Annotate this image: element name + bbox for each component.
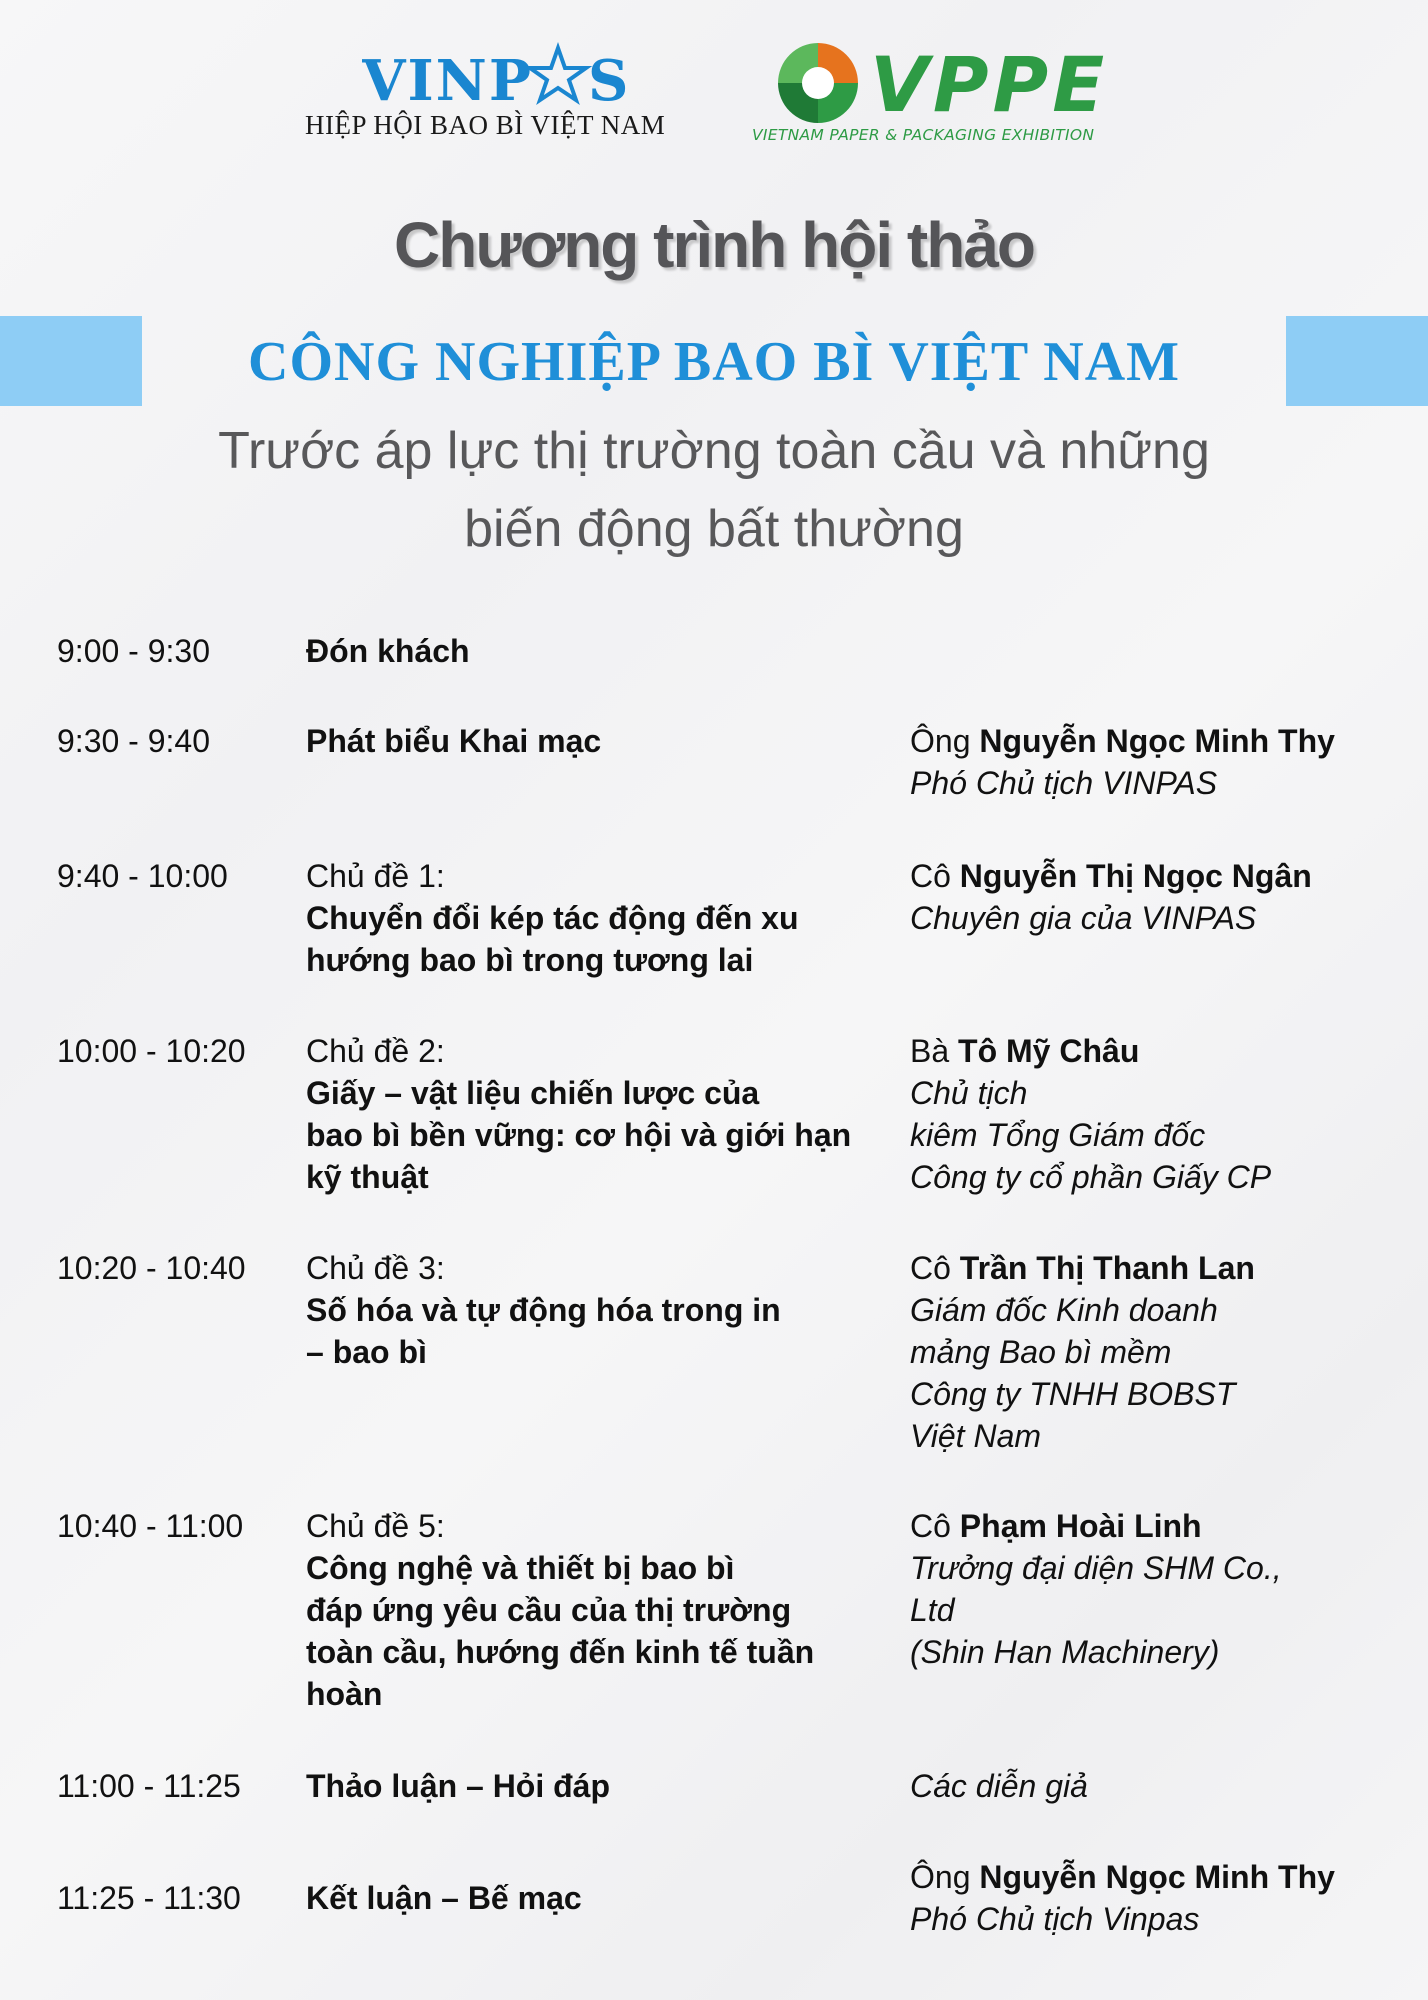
- topic-title-line: đáp ứng yêu cầu của thị trường: [306, 1592, 792, 1628]
- schedule-topic: [306, 1247, 874, 1373]
- topic-title-line: – bao bì: [306, 1334, 427, 1370]
- vinpas-logo-subtitle: HIỆP HỘI BAO BÌ VIỆT NAM: [305, 110, 666, 140]
- speaker-prefix: Cô: [910, 858, 951, 894]
- speaker-role: Phó Chủ tịch VINPAS: [910, 765, 1218, 801]
- speaker-name: Phạm Hoài Linh: [959, 1508, 1202, 1544]
- speaker-prefix: Cô: [910, 1250, 951, 1286]
- topic-title-line: kỹ thuật: [306, 1159, 429, 1195]
- topic-label: Chủ đề 2:: [306, 1033, 445, 1069]
- svg-text:S: S: [588, 48, 631, 110]
- vinpas-logo-graphic: [362, 40, 682, 110]
- schedule-title: Đón khách: [306, 633, 470, 669]
- schedule-time: 11:25 - 11:30: [57, 1880, 241, 1916]
- svg-text:VINP: VINP: [362, 48, 533, 110]
- speaker-block: [910, 1030, 1380, 1198]
- schedule-topic: [306, 855, 874, 981]
- vinpas-logo: [300, 38, 680, 148]
- speaker-name: Tô Mỹ Châu: [958, 1033, 1140, 1069]
- speaker-role: Chủ tịch: [910, 1075, 1028, 1111]
- schedule-time: 9:40 - 10:00: [57, 858, 228, 894]
- speaker-block: [910, 855, 1380, 939]
- program-title: Chương trình hội thảo: [394, 209, 1034, 281]
- schedule-time: 10:20 - 10:40: [57, 1250, 246, 1286]
- topic-title-line: hoàn: [306, 1676, 383, 1712]
- speaker-name: Nguyễn Ngọc Minh Thy: [979, 1859, 1335, 1895]
- vppe-aperture-icon: [770, 38, 866, 128]
- topic-title-line: Số hóa và tự động hóa trong in: [306, 1292, 781, 1328]
- speaker-role: Công ty TNHH BOBST: [910, 1376, 1236, 1412]
- schedule-title: Phát biểu Khai mạc: [306, 723, 602, 759]
- speaker-block: [910, 1505, 1380, 1673]
- subtitle-line: biến động bất thường: [464, 500, 964, 558]
- subtitle: [150, 412, 1278, 568]
- topic-label: Chủ đề 1:: [306, 858, 445, 894]
- schedule-title: Thảo luận – Hỏi đáp: [306, 1768, 611, 1804]
- speaker-role: Ltd: [910, 1592, 955, 1628]
- speaker-name: Trần Thị Thanh Lan: [959, 1250, 1255, 1286]
- speaker-role: Giám đốc Kinh doanh: [910, 1292, 1218, 1328]
- speaker-role: (Shin Han Machinery): [910, 1634, 1220, 1670]
- speaker-block: [910, 1247, 1380, 1457]
- speaker-role: mảng Bao bì mềm: [910, 1334, 1172, 1370]
- schedule-topic: [306, 1505, 874, 1715]
- speaker-prefix: Ông: [910, 1859, 971, 1895]
- speaker-prefix: Ông: [910, 723, 971, 759]
- topic-title-line: Giấy – vật liệu chiến lược của: [306, 1075, 760, 1111]
- speaker-role: Trưởng đại diện SHM Co.,: [910, 1550, 1282, 1586]
- topic-title-line: bao bì bền vững: cơ hội và giới hạn: [306, 1117, 852, 1153]
- topic-title-line: hướng bao bì trong tương lai: [306, 942, 754, 978]
- schedule-time: 9:30 - 9:40: [57, 723, 210, 759]
- topic-title-line: Công nghệ và thiết bị bao bì: [306, 1550, 735, 1586]
- speaker-prefix: Cô: [910, 1508, 951, 1544]
- speaker-block: [910, 1856, 1380, 1940]
- speaker-name: Nguyễn Thị Ngọc Ngân: [959, 858, 1312, 894]
- speaker-role: kiêm Tổng Giám đốc: [910, 1117, 1206, 1153]
- vppe-logo-subtitle: VIETNAM PAPER & PACKAGING EXHIBITION: [752, 126, 1095, 144]
- schedule-time: 10:40 - 11:00: [57, 1508, 244, 1544]
- schedule-time: 9:00 - 9:30: [57, 633, 210, 669]
- topic-label: Chủ đề 3:: [306, 1250, 445, 1286]
- speaker-role: Các diễn giả: [910, 1768, 1088, 1804]
- speaker-role: Việt Nam: [910, 1418, 1042, 1454]
- speaker-role: Chuyên gia của VINPAS: [910, 900, 1257, 936]
- speaker-block: [910, 720, 1380, 804]
- schedule-time: 11:00 - 11:25: [57, 1768, 241, 1804]
- schedule-topic: [306, 1030, 874, 1198]
- speaker-prefix: Bà: [910, 1033, 950, 1069]
- vppe-logo-wordmark: VPPE: [870, 40, 1109, 129]
- topic-title-line: toàn cầu, hướng đến kinh tế tuần: [306, 1634, 815, 1670]
- topic-title: CÔNG NGHIỆP BAO BÌ VIỆT NAM: [248, 331, 1180, 393]
- schedule-time: 10:00 - 10:20: [57, 1033, 246, 1069]
- schedule-title: Kết luận – Bế mạc: [306, 1880, 582, 1916]
- speaker-name: Nguyễn Ngọc Minh Thy: [979, 723, 1335, 759]
- topic-label: Chủ đề 5:: [306, 1508, 445, 1544]
- speaker-role: Phó Chủ tịch Vinpas: [910, 1901, 1200, 1937]
- vppe-logo: [752, 34, 1132, 154]
- subtitle-line: Trước áp lực thị trường toàn cầu và những: [218, 422, 1210, 480]
- topic-title-line: Chuyển đổi kép tác động đến xu: [306, 900, 799, 936]
- speaker-role: Công ty cổ phần Giấy CP: [910, 1159, 1272, 1195]
